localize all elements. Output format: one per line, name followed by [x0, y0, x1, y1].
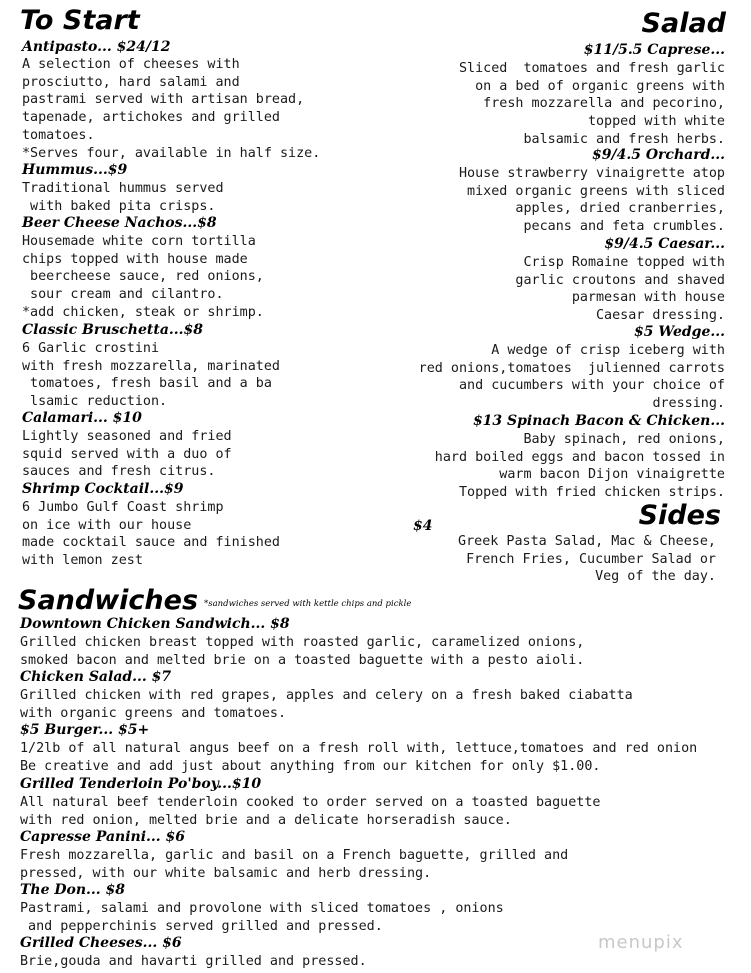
item-description: Grilled chicken breast topped with roasted garlic, caramelized onions, smoked bacon and melted brie on a toasted baguette with a pesto aioli.	[20, 635, 585, 668]
item-description: Pastrami, salami and provolone with sliced tomatoes , onions and pepperchinis served grilled and pressed.	[20, 901, 504, 934]
item-title: $5 Wedge...	[634, 324, 725, 340]
salad-heading: Salad	[641, 8, 726, 39]
item-title: Shrimp Cocktail...$9	[22, 481, 184, 497]
item-title: Beer Cheese Nachos...$8	[22, 215, 217, 231]
item-title: Classic Bruschetta...$8	[22, 322, 204, 338]
item-title: $9/4.5 Orchard...	[592, 147, 725, 163]
item-description: Traditional hummus served with baked pita crisps.	[22, 181, 224, 214]
sandwiches-heading: Sandwiches	[18, 585, 199, 616]
item-title: Grilled Tenderloin Po'boy...$10	[20, 776, 262, 792]
to-start-heading: To Start	[20, 5, 140, 36]
item-description: Crisp Romaine topped with garlic croutons and shaved parmesan with house Caesar dressing.	[515, 255, 725, 324]
item-title: $5 Burger... $5+	[20, 722, 150, 738]
item-description: Sliced tomatoes and fresh garlic on a bed of organic greens with fresh mozzarella and pecorino, topped with white balsamic and fresh herbs.	[458, 61, 725, 147]
item-description: House strawberry vinaigrette atop mixed organic greens with sliced apples, dried cranberries, pecans and feta crumbles.	[458, 166, 725, 235]
item-description: 1/2lb of all natural angus beef on a fresh roll with, lettuce,tomatoes and red onion Be creative and add just about anything from our kitchen for only $1.00.	[20, 741, 698, 774]
item-description: Baby spinach, red onions, hard boiled eggs and bacon tossed in warm bacon Dijon vinaigrette Topped with fried chicken strips.	[434, 432, 725, 501]
item-title: Calamari... $10	[22, 410, 142, 426]
item-title: Antipasto... $24/12	[22, 39, 171, 55]
sides-description: Greek Pasta Salad, Mac & Cheese, French Fries, Cucumber Salad or Veg of the day.	[458, 534, 716, 585]
item-description: Fresh mozzarella, garlic and basil on a French baguette, grilled and pressed, with our white balsamic and herb dressing.	[20, 848, 569, 881]
item-title: The Don... $8	[20, 882, 126, 898]
item-description: Lightly seasoned and fried squid served with a duo of sauces and fresh citrus.	[22, 429, 232, 480]
item-title: $9/4.5 Caesar...	[604, 236, 725, 252]
item-title: $13 Spinach Bacon & Chicken...	[472, 413, 725, 429]
item-description: 6 Garlic crostini with fresh mozzarella, marinated tomatoes, fresh basil and a ba lsamic reduction.	[22, 341, 280, 410]
item-description: All natural beef tenderloin cooked to order served on a toasted baguette with red onion, melted brie and a delicate horseradish sauce.	[20, 795, 601, 828]
item-title: $11/5.5 Caprese...	[583, 42, 725, 58]
item-description: 6 Jumbo Gulf Coast shrimp on ice with our house made cocktail sauce and finished with lemon zest	[22, 500, 280, 569]
item-title: Chicken Salad... $7	[20, 669, 172, 685]
sides-heading: Sides	[638, 500, 721, 531]
item-description: Grilled chicken with red grapes, apples and celery on a fresh baked ciabatta with organic greens and tomatoes.	[20, 688, 633, 721]
item-description: A selection of cheeses with prosciutto, hard salami and pastrami served with artisan bread, tapenade, artichokes and grilled tomatoes. *Serves four, available in half size.	[22, 57, 321, 161]
item-title: Downtown Chicken Sandwich... $8	[20, 616, 290, 632]
sides-price: $4	[413, 518, 433, 534]
item-title: Grilled Cheeses... $6	[20, 935, 182, 951]
item-description: Housemade white corn tortilla chips topped with house made beercheese sauce, red onions, sour cream and cilantro. *add chicken, steak or shrimp.	[22, 234, 264, 320]
item-description: Brie,gouda and havarti grilled and pressed.	[20, 954, 367, 969]
item-description: A wedge of crisp iceberg with red onions,tomatoes julienned carrots and cucumbers with your choice of dressing.	[418, 343, 725, 412]
item-title: Capresse Panini... $6	[20, 829, 186, 845]
item-title: Hummus...$9	[22, 162, 128, 178]
sandwiches-note: *sandwiches served with kettle chips and pickle	[204, 599, 412, 609]
menupix-watermark: menupix	[598, 932, 684, 953]
